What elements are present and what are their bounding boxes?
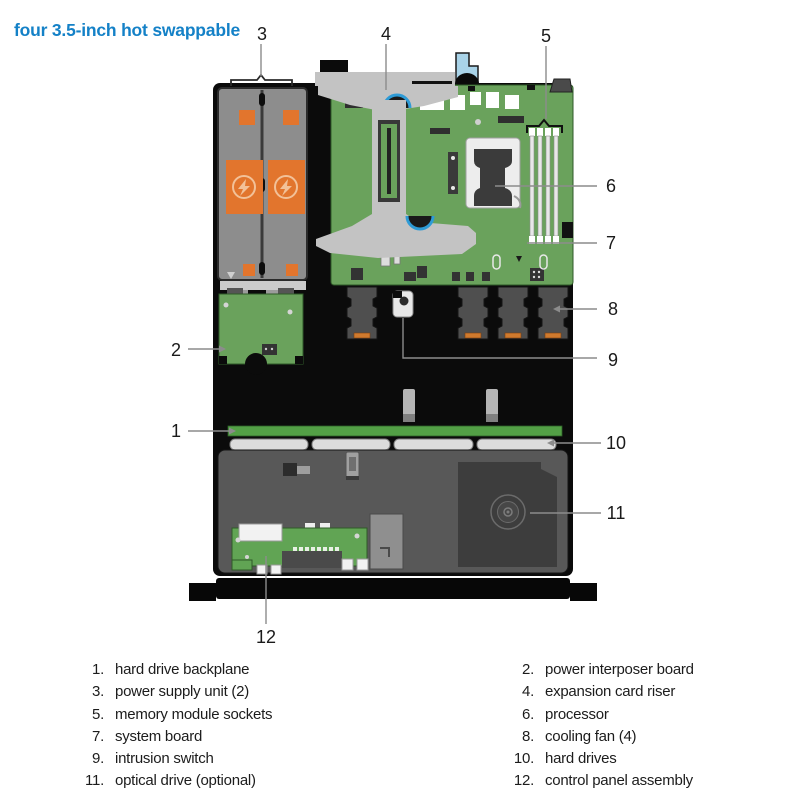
legend-label: optical drive (optional) xyxy=(115,772,256,790)
power-interposer-board xyxy=(219,288,303,375)
legend-label: system board xyxy=(115,727,203,745)
callout-12: 12 xyxy=(255,627,277,647)
legend-number: 8. xyxy=(521,727,534,745)
cooling-fan-1 xyxy=(347,287,377,339)
legend-number: 12. xyxy=(513,772,534,790)
bay-bracket xyxy=(370,514,403,569)
bay-latch-1 xyxy=(283,463,297,476)
legend-number: 6. xyxy=(521,705,534,723)
legend-number: 3. xyxy=(91,683,104,701)
callout-11: 11 xyxy=(606,503,626,523)
legend-item xyxy=(76,704,272,726)
legend-item xyxy=(76,726,272,748)
rear-connector xyxy=(550,79,572,92)
chassis-front-bezel xyxy=(189,578,597,601)
legend-item xyxy=(506,748,694,770)
legend-label: cooling fan (4) xyxy=(545,727,637,745)
psu-pad xyxy=(239,110,255,125)
legend-number: 1. xyxy=(91,661,104,678)
legend-number: 5. xyxy=(91,705,104,723)
processor-socket xyxy=(466,138,520,208)
legend-item xyxy=(506,726,694,748)
legend-label: expansion card riser xyxy=(545,683,676,701)
cooling-fan-2 xyxy=(458,287,488,339)
legend-label: hard drives xyxy=(545,750,617,768)
legend-item xyxy=(506,681,694,703)
psu-power-label-2 xyxy=(268,160,305,214)
control-panel-assembly xyxy=(232,523,368,574)
power-supply-units xyxy=(218,75,307,295)
page-title: four 3.5-inch hot swappable xyxy=(14,20,241,40)
legend-label: power interposer board xyxy=(545,661,694,678)
legend-number: 11. xyxy=(85,772,104,790)
callout-9: 9 xyxy=(607,350,619,370)
optical-drive xyxy=(458,462,557,567)
legend-item xyxy=(76,748,272,770)
legend-right-column xyxy=(506,659,694,793)
hard-drive-4 xyxy=(477,439,556,450)
legend-label: processor xyxy=(545,705,609,723)
bezel-ear-left xyxy=(189,583,216,601)
legend-label: memory module sockets xyxy=(115,705,273,723)
bay-latch-2 xyxy=(346,452,359,480)
legend-number: 10. xyxy=(513,750,534,768)
legend-label: intrusion switch xyxy=(115,750,214,768)
legend-item xyxy=(506,704,694,726)
legend-left-column xyxy=(76,659,272,793)
legend-number: 2. xyxy=(521,661,534,678)
hard-drive-1 xyxy=(230,439,308,450)
legend-item xyxy=(506,659,694,681)
legend-number: 9. xyxy=(91,750,104,768)
intrusion-switch xyxy=(393,291,413,317)
blue-release-latch xyxy=(455,53,479,84)
callout-1: 1 xyxy=(170,421,182,441)
callout-4: 4 xyxy=(380,24,392,44)
hard-drive-backplane xyxy=(228,426,562,436)
legend-label: power supply unit (2) xyxy=(115,683,249,701)
legend-label: control panel assembly xyxy=(545,772,693,790)
callout-2: 2 xyxy=(170,340,182,360)
bezel-ear-right xyxy=(570,583,597,601)
callout-3: 3 xyxy=(256,24,268,44)
legend-number: 4. xyxy=(521,683,534,701)
control-panel-connector xyxy=(239,524,282,541)
legend-item xyxy=(76,681,272,703)
drive-bay xyxy=(218,450,568,574)
legend-item xyxy=(506,770,694,792)
legend-label: hard drive backplane xyxy=(115,661,250,678)
psu-power-label-1 xyxy=(226,160,263,214)
cooling-fan-4 xyxy=(538,287,568,339)
legend-item xyxy=(76,659,272,681)
hard-drive-2 xyxy=(312,439,390,450)
cooling-fan-3 xyxy=(498,287,528,339)
callout-6: 6 xyxy=(605,176,617,196)
callout-8: 8 xyxy=(607,299,619,319)
hard-drive-3 xyxy=(394,439,473,450)
legend-number: 7. xyxy=(91,727,104,745)
callout-7: 7 xyxy=(605,233,617,253)
callout-10: 10 xyxy=(605,433,627,453)
callout-5: 5 xyxy=(540,26,552,46)
legend-item xyxy=(76,770,272,792)
